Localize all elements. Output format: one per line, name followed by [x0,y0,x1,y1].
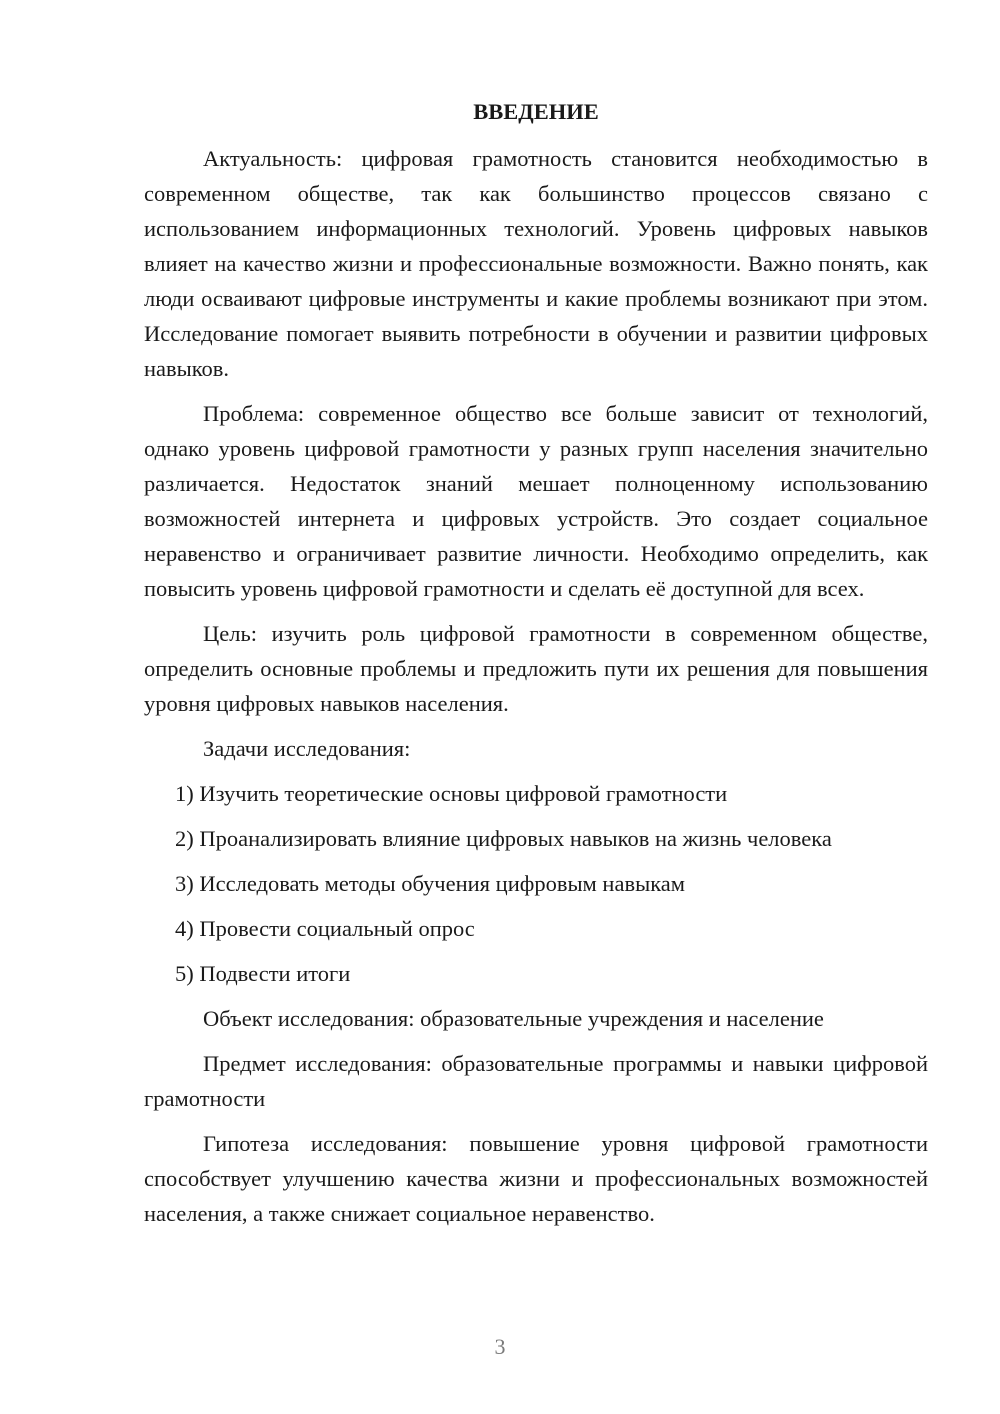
task-item: 1) Изучить теоретические основы цифровой грамотности [175,781,728,806]
relevance-paragraph: Актуальность: цифровая грамотность становится необходимостью в современном обществе, так как большинство процессов связано с использованием информационных технологий. Уровень цифровых навыков влияет на качество жизни и профессиональные возможности. Важно понять, как люди осваивают цифровые инструменты и какие проблемы возникают при этом. Исследование помогает выявить потребности в обучении и развитии цифровых навыков. [144,146,928,381]
task-item: 4) Провести социальный опрос [175,916,475,941]
document-page [144,94,928,1231]
task-item: 5) Подвести итоги [175,961,351,986]
goal-paragraph: Цель: изучить роль цифровой грамотности в современном обществе, определить основные проблемы и предложить пути их решения для повышения уровня цифровых навыков населения. [144,621,928,716]
task-item: 3) Исследовать методы обучения цифровым навыкам [175,871,686,896]
hypothesis-paragraph: Гипотеза исследования: повышение уровня цифровой грамотности способствует улучшению качества жизни и профессиональных возможностей населения, а также снижает социальное неравенство. [144,1131,928,1226]
subject-paragraph: Предмет исследования: образовательные программы и навыки цифровой грамотности [144,1051,928,1111]
page-number: 3 [494,1334,506,1359]
section-title: ВВЕДЕНИЕ [473,99,599,124]
object-paragraph: Объект исследования: образовательные учреждения и население [203,1006,824,1031]
tasks-heading: Задачи исследования: [203,736,411,761]
problem-paragraph: Проблема: современное общество все больше зависит от технологий, однако уровень цифровой грамотности у разных групп населения значительно различается. Недостаток знаний мешает полноценному использованию возможностей интернета и цифровых устройств. Это создает социальное неравенство и ограничивает развитие личности. Необходимо определить, как повысить уровень цифровой грамотности и сделать её доступной для всех. [144,401,928,601]
task-item: 2) Проанализировать влияние цифровых навыков на жизнь человека [175,826,832,851]
